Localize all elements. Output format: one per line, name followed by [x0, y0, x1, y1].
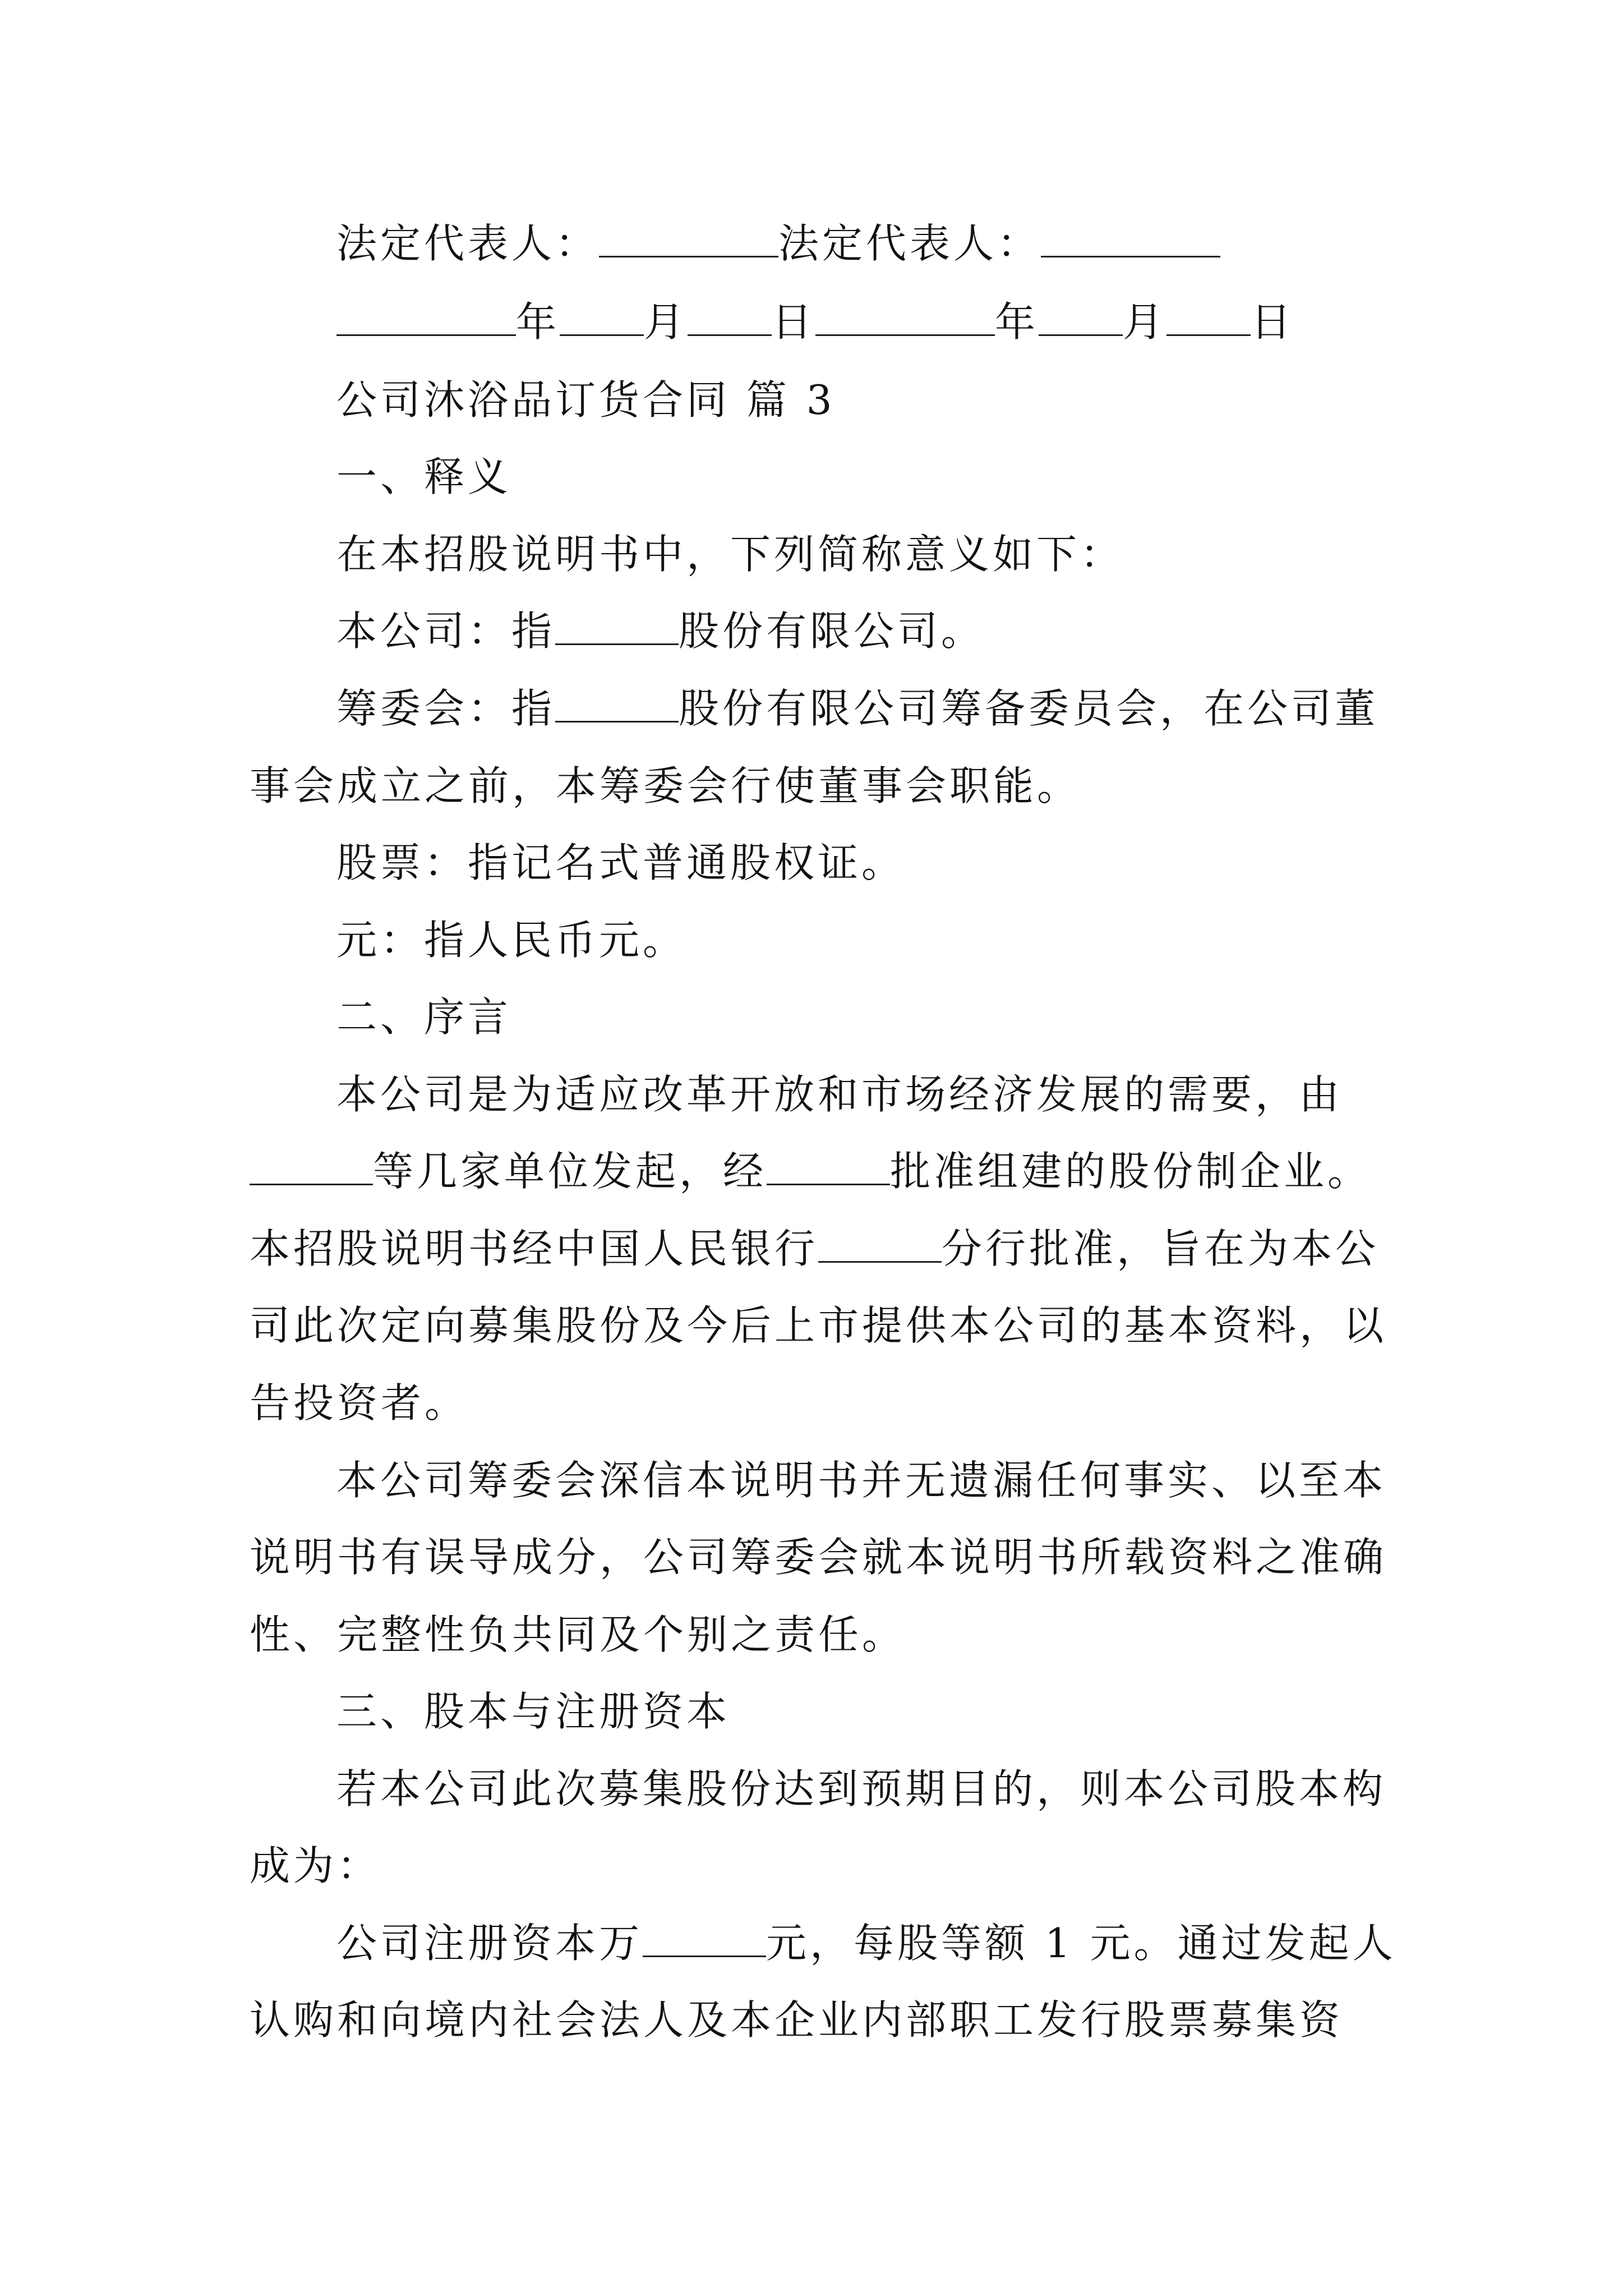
preface-p1-line3-text-a: 本招股说明书经中国人民银行 [250, 1225, 819, 1272]
preface-p1-line3 [250, 1222, 1379, 1276]
preface-p1-line2-text-b: 批准组建的股份制企业。 [890, 1148, 1372, 1195]
day-blank-a [688, 300, 772, 336]
capital-p2-line2: 认购和向境内社会法人及本企业内部职工发行股票募集资 [250, 1996, 1344, 2044]
definition-committee [336, 682, 1378, 735]
preface-p2-line1: 本公司筹委会深信本说明书并无遗漏任何事实、以至本 [336, 1457, 1387, 1504]
section-title: 公司沐浴品订货合同 篇 3 [336, 376, 836, 424]
legal-rep-blank-b [1041, 221, 1220, 257]
definition-committee-text-a: 筹委会：指 [336, 685, 556, 732]
sponsor-blank [250, 1149, 373, 1185]
preface-p1-line4: 司此次定向募集股份及今后上市提供本公司的基本资料，以 [250, 1302, 1387, 1349]
definition-committee-text-b: 股份有限公司筹备委员会，在公司董 [679, 685, 1379, 732]
day-blank-b [1166, 300, 1251, 336]
capital-p2-line1-text-a: 公司注册资本万 [336, 1920, 643, 1967]
year-label-b: 年 [995, 298, 1039, 346]
heading-capital: 三、股本与注册资本 [336, 1688, 731, 1735]
legal-rep-blank-a [599, 221, 778, 257]
month-label-a: 月 [644, 298, 688, 346]
preface-p2-line3: 性、完整性负共同及个别之责任。 [250, 1611, 906, 1658]
company-name-blank [555, 609, 679, 645]
month-blank-b [1039, 300, 1123, 336]
preface-p1-line2 [250, 1144, 1371, 1198]
preface-p1-line1: 本公司是为适应改革开放和市场经济发展的需要，由 [336, 1071, 1343, 1118]
heading-preface: 二、序言 [336, 993, 512, 1041]
capital-p2-line1 [336, 1916, 1396, 1970]
committee-name-blank [555, 686, 679, 723]
definition-company-text-a: 本公司：指 [336, 608, 556, 655]
definitions-intro: 在本招股说明书中，下列简称意义如下： [336, 531, 1124, 578]
branch-blank [818, 1226, 942, 1263]
preface-p1-line3-text-b: 分行批准，旨在为本公 [942, 1225, 1380, 1272]
date-line [336, 295, 1294, 349]
approver-blank [767, 1149, 890, 1185]
capital-p1-line1: 若本公司此次募集股份达到预期目的，则本公司股本构 [336, 1765, 1387, 1812]
legal-rep-label-b: 法定代表人： [778, 220, 1041, 267]
month-blank-a [560, 300, 644, 336]
definition-company-text-b: 股份有限公司。 [679, 608, 985, 655]
heading-definitions: 一、释义 [336, 453, 512, 500]
definition-company [336, 604, 985, 658]
definition-committee-cont: 事会成立之前，本筹委会行使董事会职能。 [250, 762, 1081, 809]
preface-p2-line2: 说明书有误导成分，公司筹委会就本说明书所载资料之准确 [250, 1534, 1387, 1581]
definition-yuan: 元：指人民币元。 [336, 917, 687, 964]
signature-line [336, 217, 1220, 270]
legal-rep-label-a: 法定代表人： [336, 220, 600, 267]
year-label-a: 年 [516, 298, 560, 346]
month-label-b: 月 [1123, 298, 1167, 346]
year-blank-b [815, 300, 995, 336]
definition-stock: 股票：指记名式普通股权证。 [336, 839, 906, 886]
day-label-a: 日 [772, 298, 816, 346]
registered-capital-blank [643, 1921, 766, 1957]
capital-p2-line1-text-b: 元，每股等额 1 元。通过发起人 [766, 1920, 1396, 1967]
day-label-b: 日 [1251, 298, 1295, 346]
preface-p1-line5: 告投资者。 [250, 1379, 469, 1427]
year-blank-a [336, 300, 516, 336]
capital-p1-line2: 成为： [250, 1842, 381, 1889]
preface-p1-line2-text-a: 等几家单位发起，经 [373, 1148, 767, 1195]
